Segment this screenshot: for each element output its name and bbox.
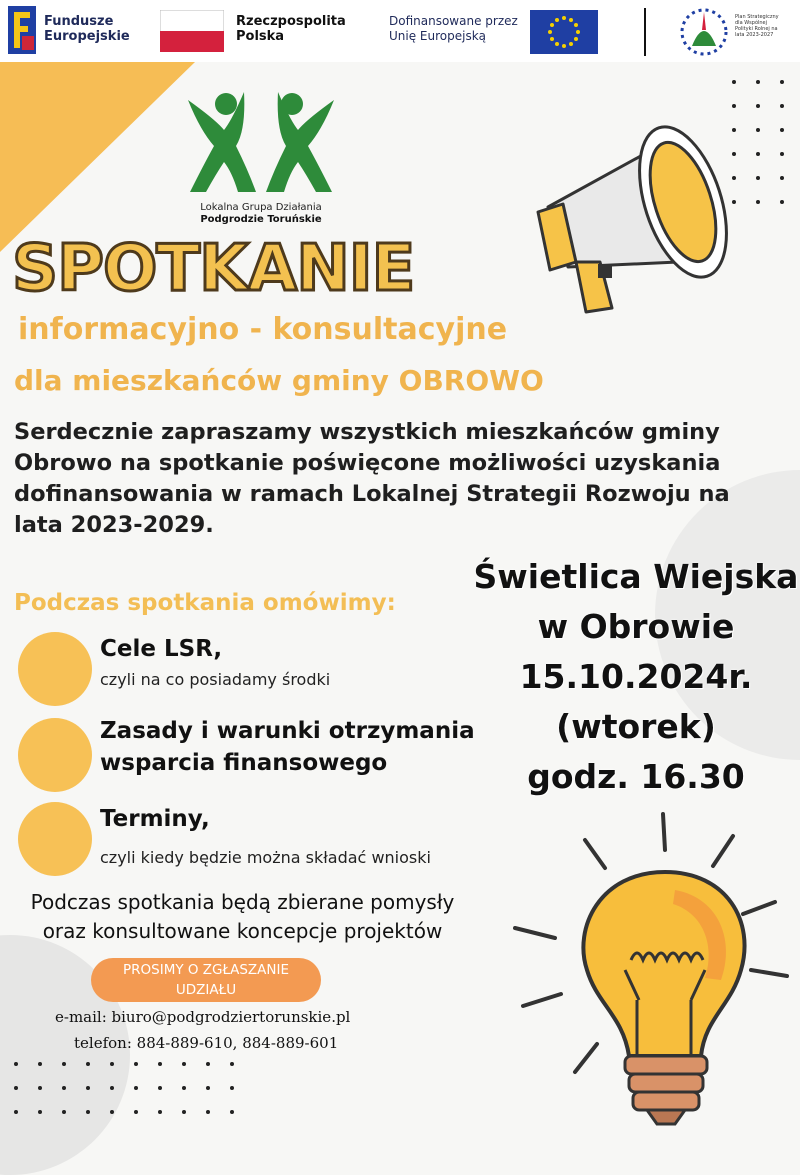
megaphone-icon	[528, 112, 738, 322]
dot-grid-top	[730, 78, 790, 218]
corner-triangle	[0, 62, 195, 252]
ideas-line2: oraz konsultowane koncepcje projektów	[42, 919, 443, 943]
registration-cta-button[interactable]	[91, 958, 321, 1002]
ideas-line1: Podczas spotkania będą zbierane pomysły	[30, 890, 455, 914]
event-day: (wtorek)	[556, 707, 716, 746]
venue-location: w Obrowie	[537, 607, 735, 646]
agenda-heading: Podczas spotkania omówimy:	[14, 590, 396, 616]
header-divider	[644, 8, 646, 56]
event-time: godz. 16.30	[527, 757, 745, 796]
event-subtitle: informacyjno - konsultacyjne	[18, 312, 508, 347]
rp-name: Rzeczpospolita Polska	[236, 14, 346, 44]
venue-block	[466, 552, 800, 802]
event-date: 15.10.2024r.	[519, 657, 753, 696]
dot-grid-bottom	[14, 1062, 244, 1122]
agenda-item-title-line2: wsparcia finansowego	[100, 750, 388, 776]
polish-flag-icon	[160, 10, 224, 52]
agenda-item-desc: czyli na co posiadamy środki	[100, 670, 331, 689]
venue-name: Świetlica Wiejska	[473, 557, 799, 596]
event-audience: dla mieszkańców gminy OBROWO	[14, 364, 544, 397]
contact-phone[interactable]: telefon: 884-889-610, 884-889-601	[74, 1034, 339, 1052]
agenda-item-desc: czyli kiedy będzie można składać wnioski	[100, 848, 431, 867]
logo-bar	[0, 0, 800, 62]
eu-cofinance-text: Dofinansowane przez Unię Europejską	[389, 14, 518, 43]
ps-plan-text: Plan Strategiczny dla Wspólnej Polityki Rolnej na lata 2023-2027	[735, 14, 779, 38]
ideas-text	[10, 888, 475, 946]
fundusze-europejskie-logo-icon	[8, 6, 36, 54]
cta-line2: UDZIAŁU	[175, 982, 237, 998]
light-bulb-icon	[505, 810, 800, 1130]
agenda-bullet	[18, 718, 92, 792]
agenda-item-title: Zasady i warunki otrzymania	[100, 718, 475, 744]
agenda-item-title: Cele LSR,	[100, 636, 223, 662]
agenda-bullet	[18, 632, 92, 706]
lgd-name-line2: Podgrodzie Toruńskie	[200, 214, 322, 225]
event-title: SPOTKANIE	[12, 232, 415, 306]
ps-wpr-logo-icon	[678, 6, 730, 56]
lgd-logo-icon	[186, 90, 336, 200]
eu-flag-icon	[530, 10, 598, 54]
agenda-bullet	[18, 802, 92, 876]
contact-email[interactable]: e-mail: biuro@podgrodziertorunskie.pl	[55, 1008, 351, 1026]
cta-line1: PROSIMY O ZGŁASZANIE	[123, 962, 289, 978]
agenda-item-title: Terminy,	[100, 806, 210, 832]
lgd-name-line1: Lokalna Grupa Działania	[200, 202, 322, 213]
fe-name: Fundusze Europejskie	[44, 14, 130, 44]
intro-paragraph: Serdecznie zapraszamy wszystkich mieszkańców gminy Obrowo na spotkanie poświęcone możliwości uzyskania dofinansowania w ramach Lokalnej Strategii Rozwoju na lata 2023-2029.	[14, 419, 730, 538]
